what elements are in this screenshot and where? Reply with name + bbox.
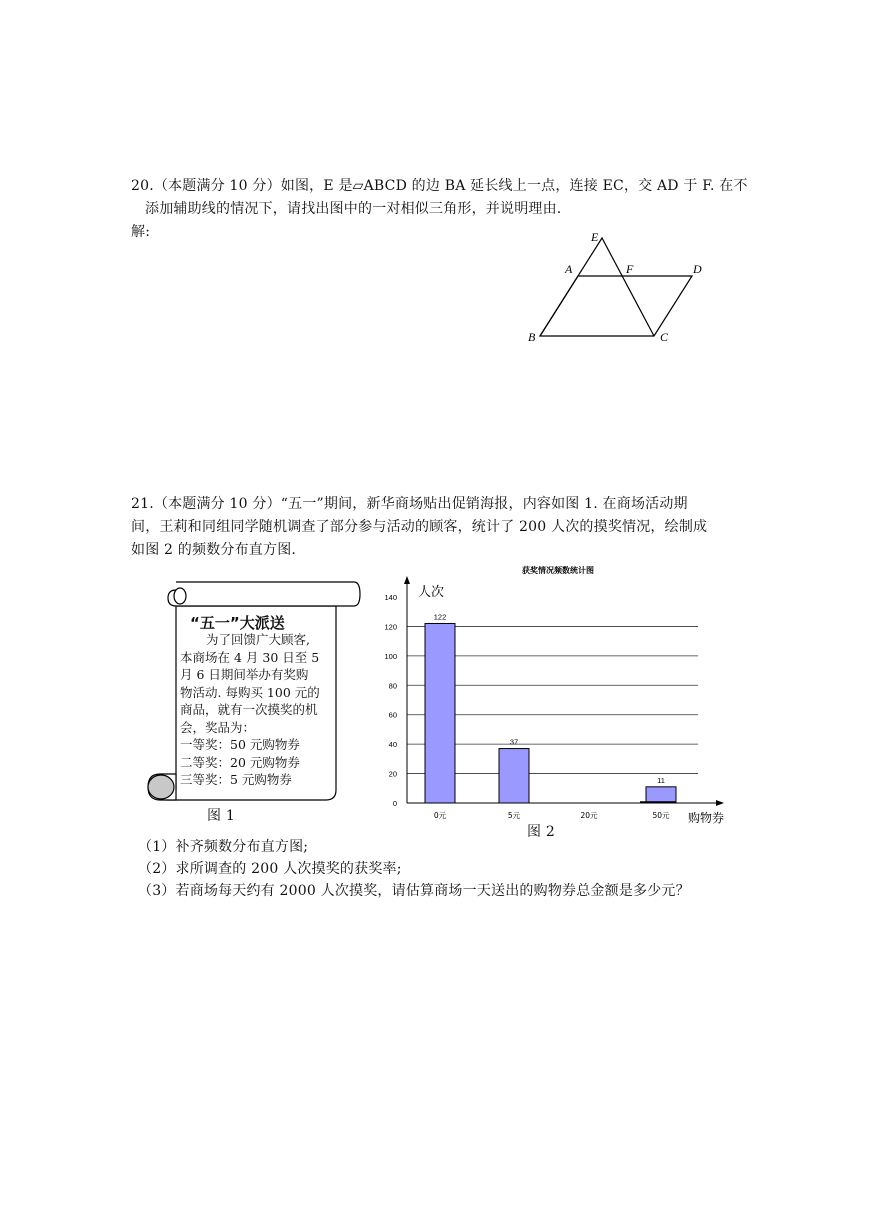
x-tick-label: 5元 xyxy=(507,811,521,820)
parallelogram-figure xyxy=(520,228,720,348)
q21-line1: 21.（本题满分 10 分）“五一”期间，新华商场贴出促销海报，内容如图 1. 在商场活动期 xyxy=(131,496,688,512)
poster-body xyxy=(180,631,320,789)
bar xyxy=(425,623,455,803)
bar xyxy=(499,749,529,803)
bar-data-label: 11 xyxy=(657,775,665,785)
parallelogram-abcd xyxy=(540,276,692,336)
poster-line: 二等奖：20 元购物券 xyxy=(180,754,300,770)
y-tick-label: 100 xyxy=(384,651,397,661)
y-axis-label: 人次 xyxy=(418,585,445,600)
sub-question-1: （1）补齐频数分布直方图; xyxy=(138,839,309,855)
y-tick-label: 60 xyxy=(388,710,397,720)
scroll-top-roll xyxy=(168,582,360,606)
sub-question-3: （3）若商场每天约有 2000 人次摸奖，请估算商场一天送出的购物券总金额是多少元？ xyxy=(138,883,690,899)
bar-data-label: 122 xyxy=(433,612,447,622)
x-tick-label: 0元 xyxy=(433,811,447,820)
poster-line: 月 6 日期间举办有奖购 xyxy=(180,667,309,682)
y-tick-label: 120 xyxy=(384,622,397,632)
q21-line3: 如图 2 的频数分布直方图. xyxy=(131,542,297,558)
poster-title: “五一”大派送 xyxy=(190,614,285,632)
bar xyxy=(646,787,676,803)
y-tick-label: 20 xyxy=(388,769,397,779)
y-tick-label: 0 xyxy=(392,799,397,808)
figure2-caption: 图 2 xyxy=(527,824,555,840)
bar-data-label: 37 xyxy=(509,737,519,747)
x-tick-label: 50元 xyxy=(652,811,670,820)
q20-line1: 20.（本题满分 10 分）如图，E 是▱ABCD 的边 BA 延长线上一点，连接 EC，交 AD 于 F. 在不 xyxy=(131,178,748,194)
q20-line2: 添加辅助线的情况下，请找出图中的一对相似三角形，并说明理由. xyxy=(145,201,562,217)
poster-line: 本商场在 4 月 30 日至 5 xyxy=(180,649,320,665)
poster-line: 会，奖品为： xyxy=(180,719,256,735)
poster-line: 为了回馈广大顾客, xyxy=(206,632,310,647)
x-axis-arrow xyxy=(716,800,724,806)
x-axis-label: 购物券 xyxy=(688,811,725,825)
poster-line: 物活动. 每购买 100 元的 xyxy=(180,684,320,700)
y-tick-label: 40 xyxy=(388,740,397,750)
q20-answer-label: 解: xyxy=(131,224,151,240)
q21-line2: 间，王莉和同组同学随机调查了部分参与活动的顾客，统计了 200 人次的摸奖情况，绘制成 xyxy=(131,519,708,535)
x-tick-label: 20元 xyxy=(580,811,598,820)
y-tick-label: 140 xyxy=(384,593,397,602)
label-e: E xyxy=(591,230,599,244)
frequency-histogram xyxy=(370,560,740,830)
label-c: C xyxy=(660,330,669,344)
sub-question-2: （2）求所调查的 200 人次摸奖的获奖率; xyxy=(138,861,402,877)
line-be-ec xyxy=(540,238,654,336)
label-a: A xyxy=(565,262,573,276)
label-f: F xyxy=(626,262,634,276)
scroll-bottom-curl xyxy=(148,775,174,799)
y-axis-arrow xyxy=(404,576,410,584)
poster-line: 商品，就有一次摸奖的机 xyxy=(180,702,318,717)
label-d: D xyxy=(693,262,702,276)
poster-line: 三等奖：5 元购物券 xyxy=(180,772,292,787)
y-tick-label: 80 xyxy=(388,681,397,691)
figure1-caption: 图 1 xyxy=(207,808,235,824)
poster-line: 一等奖：50 元购物券 xyxy=(180,737,300,752)
scroll-top-curl xyxy=(174,588,186,604)
chart-title: 获奖情况频数统计图 xyxy=(522,566,594,575)
label-b: B xyxy=(528,330,536,344)
sub-questions xyxy=(138,836,690,902)
